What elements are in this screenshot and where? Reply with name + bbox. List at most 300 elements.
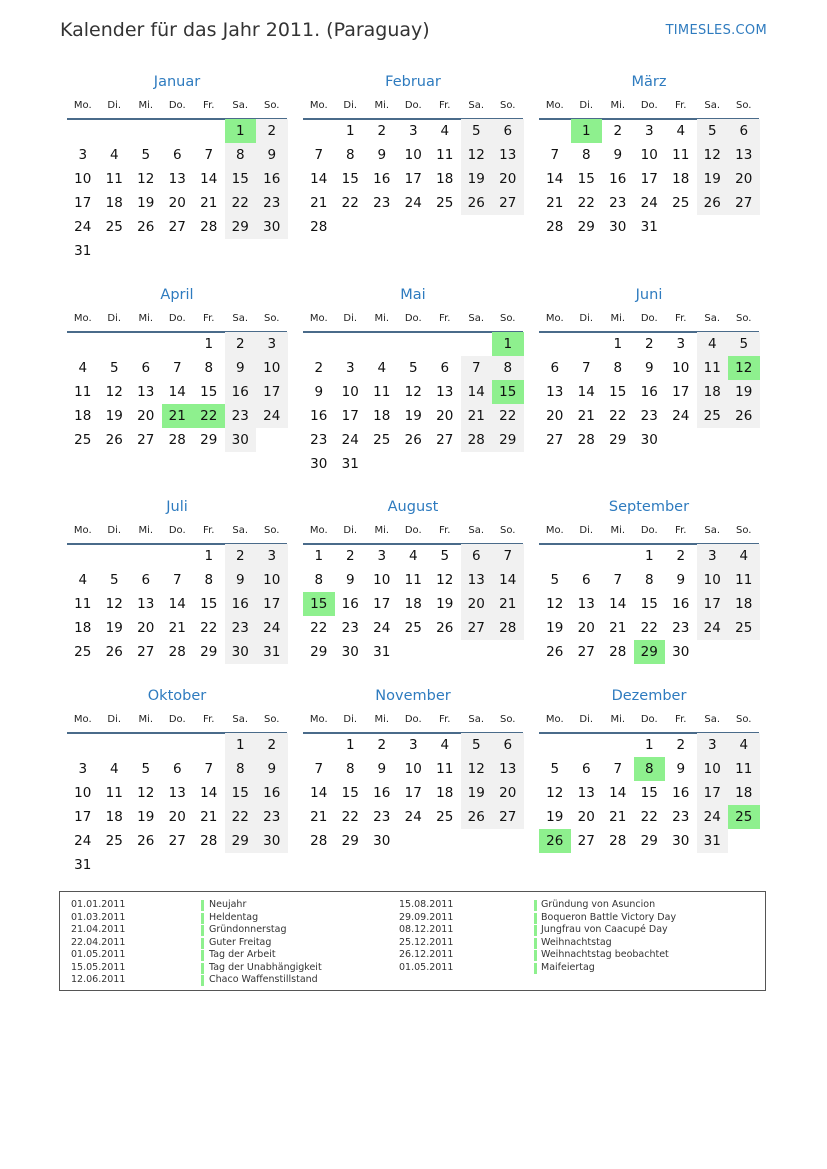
month-name: November [375, 688, 451, 704]
day-cell: 15 [200, 384, 218, 400]
weekday-header: So. [264, 714, 280, 725]
day-cell: 29 [200, 644, 218, 660]
day-cell: 10 [697, 757, 729, 781]
legend-date: 01.05.2011 [399, 961, 454, 973]
day-cell: 4 [676, 123, 686, 139]
day-cell: 20 [728, 167, 760, 191]
holiday-marker [201, 950, 204, 961]
day-cell: 7 [172, 360, 182, 376]
day-cell: 17 [697, 781, 729, 805]
day-cell: 2 [314, 360, 324, 376]
day-cell: 29 [341, 833, 359, 849]
holiday-marker [534, 913, 537, 924]
day-cell: 9 [314, 384, 324, 400]
day-cell: 29 [577, 219, 595, 235]
day-cell: 23 [373, 809, 391, 825]
legend-holiday-name: Guter Freitag [209, 936, 272, 948]
day-cell: 2 [676, 548, 686, 564]
day-cell: 10 [640, 147, 658, 163]
day-cell: 18 [74, 620, 92, 636]
weekday-header: Sa. [704, 313, 721, 324]
day-cell: 5 [109, 572, 119, 588]
day-cell: 25 [105, 833, 123, 849]
weekday-header: So. [500, 714, 516, 725]
day-cell: 28 [168, 644, 186, 660]
day-cell: 6 [461, 544, 493, 568]
weekday-header: Fr. [675, 525, 687, 536]
day-cell: 22 [200, 620, 218, 636]
day-cell: 31 [256, 640, 288, 664]
day-cell: 26 [461, 805, 493, 829]
day-cell: 2 [377, 123, 387, 139]
day-cell: 9 [256, 757, 288, 781]
weekday-header: Sa. [232, 100, 249, 111]
holiday-marker [534, 963, 537, 974]
holiday-marker [534, 938, 537, 949]
day-cell: 19 [436, 596, 454, 612]
holiday-marker [201, 938, 204, 949]
day-cell: 7 [172, 572, 182, 588]
day-cell: 13 [168, 785, 186, 801]
day-cell: 8 [345, 147, 355, 163]
day-cell: 17 [697, 592, 729, 616]
weekday-header: Do. [404, 525, 422, 536]
day-cell: 18 [436, 171, 454, 187]
day-cell: 16 [256, 167, 288, 191]
day-cell: 1 [613, 336, 623, 352]
day-cell: 17 [404, 785, 422, 801]
day-cell: 21 [546, 195, 564, 211]
day-cell: 11 [697, 356, 729, 380]
day-cell: 14 [577, 384, 595, 400]
weekday-header: Do. [168, 525, 186, 536]
weekday-header: Di. [343, 714, 358, 725]
day-cell: 4 [440, 737, 450, 753]
weekday-header: Fr. [439, 525, 451, 536]
day-cell: 30 [341, 644, 359, 660]
weekday-header: Mo. [309, 313, 328, 324]
day-cell: 15 [200, 596, 218, 612]
day-cell: 23 [672, 620, 690, 636]
day-cell: 29 [200, 432, 218, 448]
day-cell: 5 [440, 548, 450, 564]
day-cell: 18 [436, 785, 454, 801]
day-cell: 17 [404, 171, 422, 187]
day-cell: 1 [204, 336, 214, 352]
day-cell: 18 [404, 596, 422, 612]
day-cell: 3 [78, 147, 88, 163]
day-cell: 3 [256, 544, 288, 568]
holiday-legend [59, 891, 766, 991]
weekday-header: Mi. [138, 714, 154, 725]
day-cell: 12 [137, 785, 155, 801]
day-cell: 27 [577, 644, 595, 660]
day-cell: 16 [672, 596, 690, 612]
day-cell: 9 [345, 572, 355, 588]
day-cell: 18 [74, 408, 92, 424]
day-cell: 15 [341, 171, 359, 187]
month-name: März [631, 74, 667, 90]
day-cell: 23 [310, 432, 328, 448]
day-cell: 31 [373, 644, 391, 660]
weekday-header: Mi. [138, 525, 154, 536]
day-cell: 28 [310, 833, 328, 849]
day-cell: 25 [436, 809, 454, 825]
legend-date: 29.09.2011 [399, 911, 454, 923]
day-cell: 9 [225, 568, 257, 592]
day-cell: 13 [728, 143, 760, 167]
day-cell: 5 [109, 360, 119, 376]
legend-holiday-name: Neujahr [209, 899, 247, 910]
day-cell: 22 [225, 191, 257, 215]
weekday-header: Sa. [468, 313, 485, 324]
month-name: Dezember [611, 688, 687, 704]
day-cell: 1 [204, 548, 214, 564]
day-cell: 27 [492, 805, 524, 829]
day-cell: 10 [256, 568, 288, 592]
holiday-day-cell: 1 [225, 119, 257, 143]
day-cell: 10 [404, 761, 422, 777]
weekday-header: Sa. [468, 100, 485, 111]
day-cell: 8 [492, 356, 524, 380]
day-cell: 24 [256, 616, 288, 640]
day-cell: 6 [440, 360, 450, 376]
day-cell: 28 [546, 219, 564, 235]
day-cell: 29 [310, 644, 328, 660]
holiday-day-cell: 21 [162, 404, 194, 428]
day-cell: 2 [676, 737, 686, 753]
day-cell: 20 [461, 592, 493, 616]
day-cell: 28 [609, 833, 627, 849]
day-cell: 19 [105, 620, 123, 636]
weekday-header: Mi. [374, 100, 390, 111]
day-cell: 12 [105, 384, 123, 400]
day-cell: 13 [168, 171, 186, 187]
day-cell: 29 [225, 215, 257, 239]
day-cell: 10 [256, 356, 288, 380]
weekday-header: Do. [168, 313, 186, 324]
day-cell: 15 [341, 785, 359, 801]
day-cell: 4 [697, 332, 729, 356]
day-cell: 18 [672, 171, 690, 187]
weekday-header: Mi. [610, 525, 626, 536]
weekday-header: Di. [579, 100, 594, 111]
day-cell: 17 [672, 384, 690, 400]
day-cell: 21 [310, 195, 328, 211]
weekday-header: Mo. [73, 100, 92, 111]
day-cell: 17 [640, 171, 658, 187]
day-cell: 26 [697, 191, 729, 215]
day-cell: 16 [341, 596, 359, 612]
weekday-header: Fr. [439, 714, 451, 725]
day-cell: 21 [168, 620, 186, 636]
day-cell: 29 [609, 432, 627, 448]
day-cell: 11 [728, 757, 760, 781]
day-cell: 8 [345, 761, 355, 777]
day-cell: 3 [676, 336, 686, 352]
legend-holiday-name: Tag der Unabhängigkeit [209, 961, 322, 973]
day-cell: 9 [377, 147, 387, 163]
day-cell: 16 [256, 781, 288, 805]
day-cell: 13 [492, 143, 524, 167]
legend-holiday-name: Maifeiertag [541, 961, 595, 973]
day-cell: 27 [137, 432, 155, 448]
weekday-header: Mo. [545, 714, 564, 725]
day-cell: 7 [581, 360, 591, 376]
day-cell: 6 [581, 572, 591, 588]
day-cell: 6 [141, 572, 151, 588]
month-name: Januar [153, 74, 201, 90]
day-cell: 23 [672, 809, 690, 825]
day-cell: 27 [577, 833, 595, 849]
month-name: Juli [166, 499, 188, 515]
day-cell: 2 [225, 544, 257, 568]
day-cell: 14 [609, 785, 627, 801]
day-cell: 7 [613, 761, 623, 777]
day-cell: 20 [168, 809, 186, 825]
day-cell: 10 [404, 147, 422, 163]
day-cell: 4 [408, 548, 418, 564]
day-cell: 18 [697, 380, 729, 404]
day-cell: 9 [256, 143, 288, 167]
month-name: August [387, 499, 439, 515]
day-cell: 16 [225, 380, 257, 404]
weekday-header: Mo. [545, 100, 564, 111]
day-cell: 29 [492, 428, 524, 452]
day-cell: 19 [137, 809, 155, 825]
day-cell: 15 [577, 171, 595, 187]
weekday-header: Mi. [610, 100, 626, 111]
day-cell: 25 [74, 644, 92, 660]
day-cell: 5 [550, 761, 560, 777]
day-cell: 1 [225, 733, 257, 757]
day-cell: 19 [546, 620, 564, 636]
day-cell: 11 [74, 596, 92, 612]
day-cell: 18 [105, 809, 123, 825]
day-cell: 24 [404, 809, 422, 825]
day-cell: 5 [461, 733, 493, 757]
day-cell: 13 [436, 384, 454, 400]
weekday-header: Di. [107, 313, 122, 324]
day-cell: 5 [141, 147, 151, 163]
day-cell: 4 [440, 123, 450, 139]
day-cell: 9 [676, 761, 686, 777]
day-cell: 1 [345, 737, 355, 753]
day-cell: 22 [640, 620, 658, 636]
day-cell: 15 [640, 596, 658, 612]
day-cell: 27 [436, 432, 454, 448]
day-cell: 9 [676, 572, 686, 588]
weekday-header: Fr. [675, 714, 687, 725]
weekday-header: Sa. [704, 714, 721, 725]
day-cell: 6 [172, 147, 182, 163]
header-divider [303, 331, 523, 333]
day-cell: 31 [74, 243, 92, 259]
day-cell: 16 [672, 785, 690, 801]
weekday-header: So. [264, 313, 280, 324]
day-cell: 13 [577, 785, 595, 801]
weekday-header: So. [264, 525, 280, 536]
weekday-header: So. [500, 525, 516, 536]
weekday-header: Sa. [232, 525, 249, 536]
day-cell: 9 [377, 761, 387, 777]
weekday-header: Do. [404, 714, 422, 725]
holiday-day-cell: 8 [634, 757, 666, 781]
day-cell: 1 [644, 548, 654, 564]
day-cell: 3 [408, 737, 418, 753]
day-cell: 24 [404, 195, 422, 211]
day-cell: 11 [672, 147, 690, 163]
day-cell: 16 [310, 408, 328, 424]
weekday-header: Mi. [138, 313, 154, 324]
holiday-day-cell: 29 [634, 640, 666, 664]
weekday-header: Mo. [73, 525, 92, 536]
brand-link[interactable]: TIMESLES.COM [665, 23, 767, 38]
holiday-day-cell: 15 [492, 380, 524, 404]
day-cell: 12 [461, 143, 493, 167]
day-cell: 26 [461, 191, 493, 215]
weekday-header: So. [264, 100, 280, 111]
day-cell: 5 [141, 761, 151, 777]
day-cell: 22 [225, 805, 257, 829]
holiday-day-cell: 12 [728, 356, 760, 380]
day-cell: 2 [225, 332, 257, 356]
day-cell: 1 [345, 123, 355, 139]
day-cell: 21 [609, 809, 627, 825]
day-cell: 28 [200, 833, 218, 849]
weekday-header: Mo. [309, 714, 328, 725]
day-cell: 24 [74, 219, 92, 235]
day-cell: 26 [728, 404, 760, 428]
legend-date: 22.04.2011 [71, 936, 126, 948]
day-cell: 27 [461, 616, 493, 640]
day-cell: 20 [168, 195, 186, 211]
day-cell: 17 [256, 380, 288, 404]
holiday-marker [201, 963, 204, 974]
legend-date: 15.05.2011 [71, 961, 126, 973]
weekday-header: Sa. [232, 714, 249, 725]
weekday-header: Di. [107, 100, 122, 111]
day-cell: 22 [577, 195, 595, 211]
day-cell: 5 [408, 360, 418, 376]
day-cell: 25 [404, 620, 422, 636]
day-cell: 24 [341, 432, 359, 448]
day-cell: 4 [109, 147, 119, 163]
day-cell: 26 [436, 620, 454, 636]
holiday-marker [534, 925, 537, 936]
month-name: September [608, 499, 690, 515]
day-cell: 2 [256, 119, 288, 143]
day-cell: 27 [168, 219, 186, 235]
day-cell: 25 [74, 432, 92, 448]
weekday-header: Do. [168, 714, 186, 725]
day-cell: 8 [225, 143, 257, 167]
day-cell: 28 [492, 616, 524, 640]
legend-holiday-name: Gründung von Asuncion [541, 899, 656, 910]
day-cell: 17 [74, 809, 92, 825]
holiday-day-cell: 15 [303, 592, 335, 616]
weekday-header: Mi. [374, 714, 390, 725]
legend-date: 25.12.2011 [399, 936, 454, 948]
day-cell: 4 [78, 572, 88, 588]
day-cell: 8 [204, 360, 214, 376]
weekday-header: Di. [579, 525, 594, 536]
day-cell: 6 [172, 761, 182, 777]
day-cell: 11 [105, 785, 123, 801]
day-cell: 24 [697, 805, 729, 829]
day-cell: 11 [728, 568, 760, 592]
weekday-header: Di. [343, 100, 358, 111]
weekday-header: Di. [107, 525, 122, 536]
weekday-header: So. [736, 100, 752, 111]
day-cell: 29 [640, 833, 658, 849]
day-cell: 22 [341, 195, 359, 211]
weekday-header: Do. [404, 313, 422, 324]
day-cell: 3 [697, 733, 729, 757]
day-cell: 6 [492, 733, 524, 757]
day-cell: 7 [461, 356, 493, 380]
weekday-header: Di. [107, 714, 122, 725]
weekday-header: Di. [343, 525, 358, 536]
day-cell: 6 [141, 360, 151, 376]
day-cell: 19 [404, 408, 422, 424]
legend-date: 26.12.2011 [399, 949, 454, 960]
day-cell: 28 [577, 432, 595, 448]
weekday-header: Fr. [675, 100, 687, 111]
weekday-header: Mi. [138, 100, 154, 111]
weekday-header: Mi. [610, 714, 626, 725]
day-cell: 15 [225, 781, 257, 805]
day-cell: 2 [644, 336, 654, 352]
weekday-header: Di. [579, 313, 594, 324]
day-cell: 21 [609, 620, 627, 636]
day-cell: 4 [377, 360, 387, 376]
day-cell: 27 [492, 191, 524, 215]
day-cell: 22 [341, 809, 359, 825]
day-cell: 17 [74, 195, 92, 211]
day-cell: 10 [74, 785, 92, 801]
weekday-header: Sa. [704, 100, 721, 111]
day-cell: 30 [256, 829, 288, 853]
day-cell: 14 [200, 171, 218, 187]
day-cell: 24 [373, 620, 391, 636]
day-cell: 8 [613, 360, 623, 376]
legend-holiday-name: Tag der Arbeit [209, 949, 276, 960]
day-cell: 11 [436, 147, 454, 163]
day-cell: 22 [492, 404, 524, 428]
day-cell: 15 [640, 785, 658, 801]
legend-holiday-name: Weihnachtstag beobachtet [541, 949, 669, 960]
day-cell: 23 [256, 191, 288, 215]
day-cell: 17 [373, 596, 391, 612]
weekday-header: Sa. [232, 313, 249, 324]
day-cell: 23 [225, 616, 257, 640]
holiday-day-cell: 22 [193, 404, 225, 428]
weekday-header: Do. [168, 100, 186, 111]
legend-date: 01.03.2011 [71, 911, 126, 923]
weekday-header: Fr. [203, 313, 215, 324]
day-cell: 23 [640, 408, 658, 424]
day-cell: 2 [256, 733, 288, 757]
day-cell: 19 [461, 781, 493, 805]
day-cell: 25 [697, 404, 729, 428]
day-cell: 31 [697, 829, 729, 853]
day-cell: 1 [314, 548, 324, 564]
day-cell: 28 [461, 428, 493, 452]
day-cell: 30 [373, 833, 391, 849]
holiday-day-cell: 1 [571, 119, 603, 143]
day-cell: 31 [640, 219, 658, 235]
